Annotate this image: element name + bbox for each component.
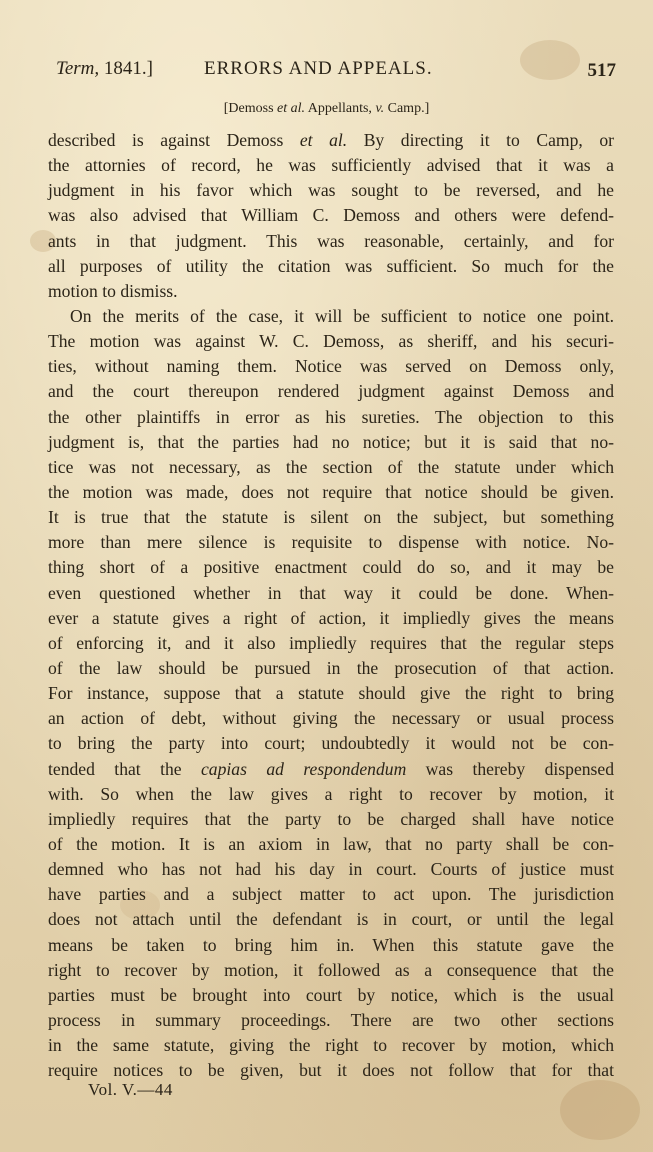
text-line: process in summary proceedings. There are two other sections [48, 1009, 614, 1030]
term-label: Term, 1841.] [56, 58, 153, 79]
text-line: does not attach until the defendant is in court, or until the legal [48, 909, 614, 930]
text-line: For instance, suppose that a statute should give the right to bring [48, 683, 614, 704]
text-line: ants in that judgment. This was reasonable, certainly, and for [48, 230, 614, 251]
text-line: have parties and a subject matter to act upon. The jurisdiction [48, 884, 614, 905]
text-line: demned who has not had his day in court. Courts of justice must [48, 859, 614, 880]
text-line: impliedly requires that the party to be charged shall have notice [48, 808, 614, 829]
text-line: with. So when the law gives a right to recover by motion, it [48, 783, 614, 804]
text-line: of enforcing it, and it also impliedly requires that the regular steps [48, 632, 614, 653]
text-line: all purposes of utility the citation was sufficient. So much for the [48, 255, 614, 276]
text-line: the other plaintiffs in error as his sureties. The objection to this [48, 406, 614, 427]
text-line: motion to dismiss. [48, 280, 178, 301]
text-line: tended that the capias ad respondendum was thereby dispensed [48, 758, 614, 779]
text-line: of the motion. It is an axiom in law, that no party shall be con- [48, 833, 614, 854]
opinion-text [48, 128, 614, 1083]
text-line: and the court thereupon rendered judgment against Demoss and [48, 381, 614, 402]
case-caption: [Demoss et al. Appellants, v. Camp.] [223, 101, 430, 116]
text-line: judgment in his favor which was sought to be reversed, and he [48, 180, 614, 201]
running-header [56, 58, 616, 86]
text-line: was also advised that William C. Demoss and others were defend- [48, 205, 614, 226]
text-line: even questioned whether in that way it could be done. When- [48, 582, 614, 603]
text-line: right to recover by motion, it followed as a consequence that the [48, 959, 614, 980]
signature-mark: Vol. V.—44 [88, 1080, 173, 1099]
text-line: to bring the party into court; undoubtedly it would not be con- [48, 733, 614, 754]
text-line: judgment is, that the parties had no notice; but it is said that no- [48, 431, 614, 452]
text-line: The motion was against W. C. Demoss, as sheriff, and his securi- [48, 331, 614, 352]
text-line: ever a statute gives a right of action, it impliedly gives the means [48, 607, 614, 628]
text-line: On the merits of the case, it will be sufficient to notice one point. [70, 305, 614, 326]
text-line: parties must be brought into court by notice, which is the usual [48, 984, 614, 1005]
text-line: of the law should be pursued in the prosecution of that action. [48, 657, 614, 678]
text-line: thing short of a positive enactment could do so, and it may be [48, 557, 614, 578]
text-line: described is against Demoss et al. By directing it to Camp, or [48, 130, 614, 150]
text-line: means be taken to bring him in. When this statute gave the [48, 934, 614, 955]
text-line: It is true that the statute is silent on the subject, but something [48, 507, 614, 528]
text-line: ties, without naming them. Notice was served on Demoss only, [48, 356, 614, 377]
text-line: an action of debt, without giving the necessary or usual process [48, 708, 614, 729]
paper-stain [560, 1080, 640, 1140]
running-title: ERRORS AND APPEALS. [204, 58, 433, 79]
text-line: in the same statute, giving the right to recover by motion, which [48, 1035, 614, 1056]
text-line: require notices to be given, but it does not follow that for that [48, 1060, 614, 1081]
text-line: tice was not necessary, as the section of the statute under which [48, 456, 614, 477]
page-number: 517 [587, 60, 616, 81]
text-line: the attornies of record, he was sufficiently advised that it was a [48, 155, 614, 176]
text-line: the motion was made, does not require that notice should be given. [48, 481, 614, 502]
text-line: more than mere silence is requisite to dispense with notice. No- [48, 532, 614, 553]
